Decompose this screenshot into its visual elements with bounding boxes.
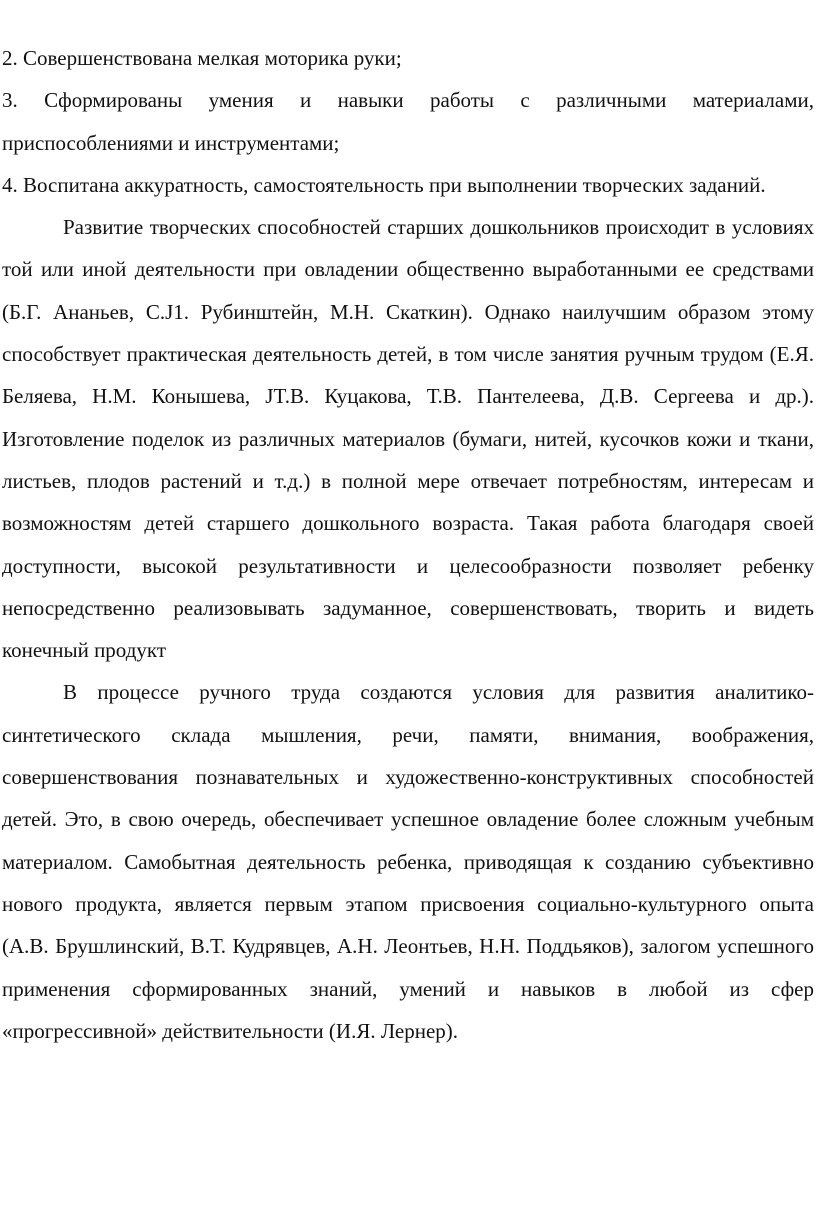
paragraph-manual-labor: В процессе ручного труда создаются условия для развития аналитико-синтетического склада мышления, речи, памяти, внимания, воображения, совершенствования познавательных и художественно-конструктивных способностей детей. Это, в свою очередь, обеспечивает успешное овладение более сложным учебным материалом. Самобытная деятельность ребенка, приводящая к созданию субъективно нового продукта, является первым этапом присвоения социально-культурного опыта (А.В. Брушлинский, В.Т. Кудрявцев, А.Н. Леонтьев, Н.Н. Поддьяков), залогом успешного применения сформированных знаний, умений и навыков в любой из сфер «прогрессивной» действительности (И.Я. Лернер). bbox=[2, 680, 814, 1043]
list-item-4: 4. Воспитана аккуратность, самостоятельность при выполнении творческих заданий. bbox=[2, 172, 766, 197]
list-item-3: 3. Сформированы умения и навыки работы с различными материалами, приспособлениями и инструментами; bbox=[2, 88, 814, 155]
list-item-2: 2. Совершенствована мелкая моторика руки; bbox=[2, 46, 402, 70]
paragraph-creative-abilities: Развитие творческих способностей старших дошкольников происходит в условиях той или иной деятельности при овладении общественно выработанными ее средствами (Б.Г. Ананьев, С.J1. Рубинштейн, М.Н. Скаткин). Однако наилучшим образом этому способствует практическая деятельность детей, в том числе занятия ручным трудом (Е.Я. Беляева, Н.М. Конышева, JT.В. Куцакова, Т.В. Пантелеева, Д.В. Сергеева и др.). Изготовление поделок из различных материалов (бумаги, нитей, кусочков кожи и ткани, листьев, плодов растений и т.д.) в полной мере отвечает потребностям, интересам и возможностям детей старшего дошкольного возраста. Такая работа благодаря своей доступности, высокой результативности и целесообразности позволяет ребенку непосредственно реализовывать задуманное, совершенствовать, творить и видеть конечный продукт bbox=[2, 215, 814, 663]
